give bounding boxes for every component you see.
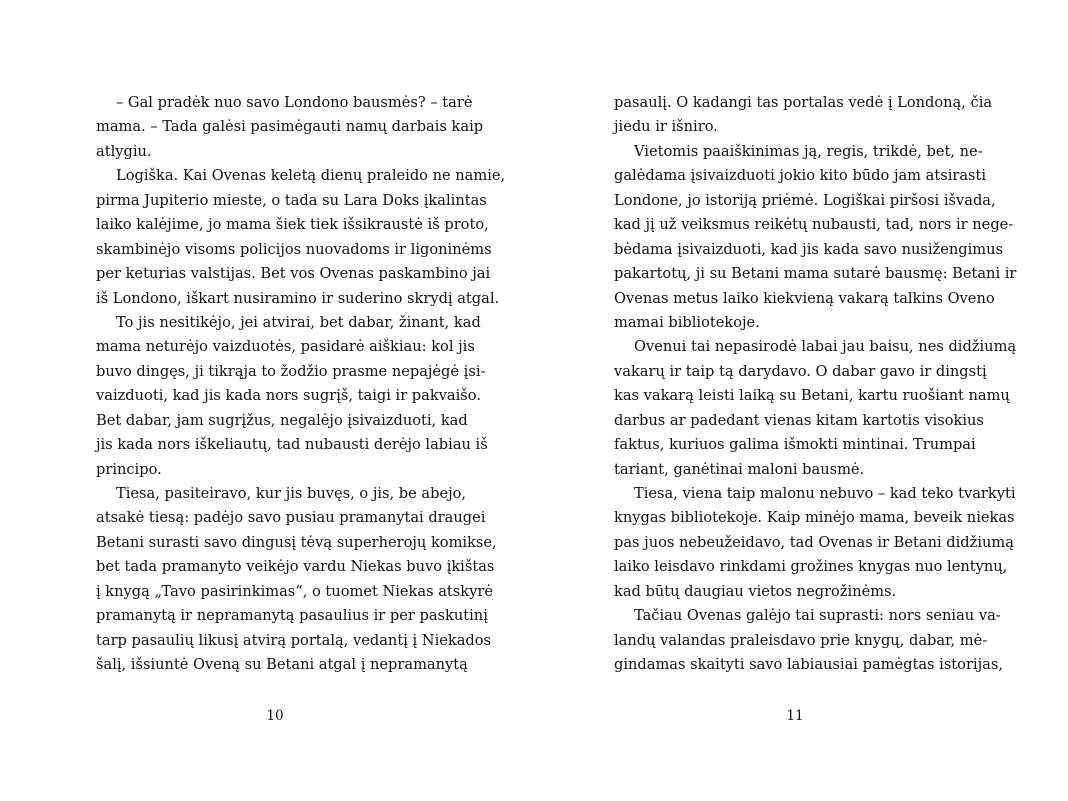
text-line: landų valandas praleisdavo prie knygų, dabar, mė- [614, 631, 988, 649]
text-line: kad būtų daugiau vietos negrožinėms. [614, 582, 897, 600]
right-page-number: 11 [786, 708, 804, 724]
text-line: per keturias valstijas. Bet vos Ovenas paskambino jai [96, 265, 491, 283]
text-line: pakartotų, ji su Betani mama sutarė bausmę: Betani ir [614, 265, 1017, 283]
text-line: galėdama įsivaizduoti jokio kito būdo jam atsirasti [614, 167, 987, 185]
text-line: – Gal pradėk nuo savo Londono bausmės? – tarė [116, 94, 473, 111]
text-line: To jis nesitikėjo, jei atvirai, bet dabar, žinant, kad [116, 313, 481, 331]
right-page-text [614, 91, 1017, 678]
text-line: mama. – Tada galėsi pasimėgauti namų darbais kaip [96, 118, 484, 136]
right-page [534, 0, 1068, 801]
text-line: šalį, išsiuntė Oveną su Betani atgal į nepramanytą [96, 656, 468, 674]
text-line: laiko leisdavo rinkdami grožines knygas nuo lentynų, [614, 558, 1008, 576]
text-line: principo. [96, 460, 162, 478]
left-page-number: 10 [266, 708, 284, 724]
text-line: Londone, jo istoriją priėmė. Logiškai piršosi išvada, [614, 191, 996, 209]
text-line: gindamas skaityti savo labiausiai pamėgtas istorijas, [614, 656, 1003, 674]
text-line: laiko kalėjime, jo mama šiek tiek išsikraustė iš proto, [96, 216, 489, 234]
text-line: Ovenas metus laiko kiekvieną vakarą talkins Oveno [614, 289, 995, 307]
text-line: skambinėjo visoms policijos nuovadoms ir ligoninėms [96, 240, 492, 258]
text-line: vakarų ir taip tą darydavo. O dabar gavo ir dingstį [614, 362, 987, 380]
text-line: tarp pasaulių likusį atvirą portalą, vedantį į Niekados [96, 631, 492, 649]
text-line: jis kada nors iškeliautų, tad nubausti derėjo labiau iš [96, 436, 488, 454]
text-line: Tačiau Ovenas galėjo tai suprasti: nors seniau va- [634, 607, 1001, 625]
text-line: pas juos nebeužeidavo, tad Ovenas ir Betani didžiumą [614, 533, 1014, 551]
text-line: Bet dabar, jam sugrįžus, negalėjo įsivaizduoti, kad [96, 411, 468, 429]
text-line: jiedu ir išniro. [614, 118, 718, 136]
text-line: kad jį už veiksmus reikėtų nubausti, tad, nors ir nege- [614, 216, 1014, 234]
text-line: vaizduoti, kad jis kada nors sugrįš, taigi ir pakvaišo. [96, 387, 481, 405]
text-line: pasaulį. O kadangi tas portalas vedė į Londoną, čia [614, 94, 993, 111]
text-line: buvo dingęs, ji tikrąja to žodžio prasme nepajėgė įsi- [96, 362, 486, 380]
text-line: atlygiu. [96, 142, 152, 160]
left-page-text [96, 91, 506, 678]
text-line: mama neturėjo vaizduotės, pasidarė aiškiau: kol jis [96, 338, 475, 356]
text-line: knygas bibliotekoje. Kaip minėjo mama, beveik niekas [614, 509, 1015, 527]
text-line: atsakė tiesą: padėjo savo pusiau pramanytai draugei [96, 509, 486, 527]
text-line: į knygą „Tavo pasirinkimas“, o tuomet Niekas atskyrė [96, 582, 493, 600]
text-line: Tiesa, pasiteiravo, kur jis buvęs, o jis, be abejo, [116, 485, 467, 502]
text-line: iš Londono, iškart nusiramino ir suderino skrydį atgal. [96, 289, 500, 307]
text-line: pramanytą ir nepramanytą pasaulius ir per paskutinį [96, 607, 488, 625]
text-line: Betani surasti savo dingusį tėvą superherojų komikse, [96, 533, 497, 551]
text-line: tariant, ganėtinai maloni bausmė. [614, 460, 865, 478]
text-line: mamai bibliotekoje. [614, 313, 760, 331]
text-line: faktus, kuriuos galima išmokti mintinai. Trumpai [614, 436, 976, 454]
text-line: Logiška. Kai Ovenas keletą dienų praleido ne namie, [116, 167, 506, 185]
text-line: darbus ar padedant vienas kitam kartotis visokius [614, 411, 984, 429]
text-line: Vietomis paaiškinimas ją, regis, trikdė, bet, ne- [634, 142, 983, 160]
text-line: kas vakarą leisti laiką su Betani, kartu ruošiant namų [614, 387, 1010, 405]
text-line: Tiesa, viena taip malonu nebuvo – kad teko tvarkyti [634, 485, 1016, 502]
text-line: pirma Jupiterio mieste, o tada su Lara Doks įkalintas [96, 191, 487, 209]
text-line: Ovenui tai nepasirodė labai jau baisu, nes didžiumą [634, 338, 1017, 356]
text-line: bėdama įsivaizduoti, kad jis kada savo nusižengimus [614, 240, 1004, 258]
text-line: bet tada pramanyto veikėjo vardu Niekas buvo įkištas [96, 558, 495, 576]
